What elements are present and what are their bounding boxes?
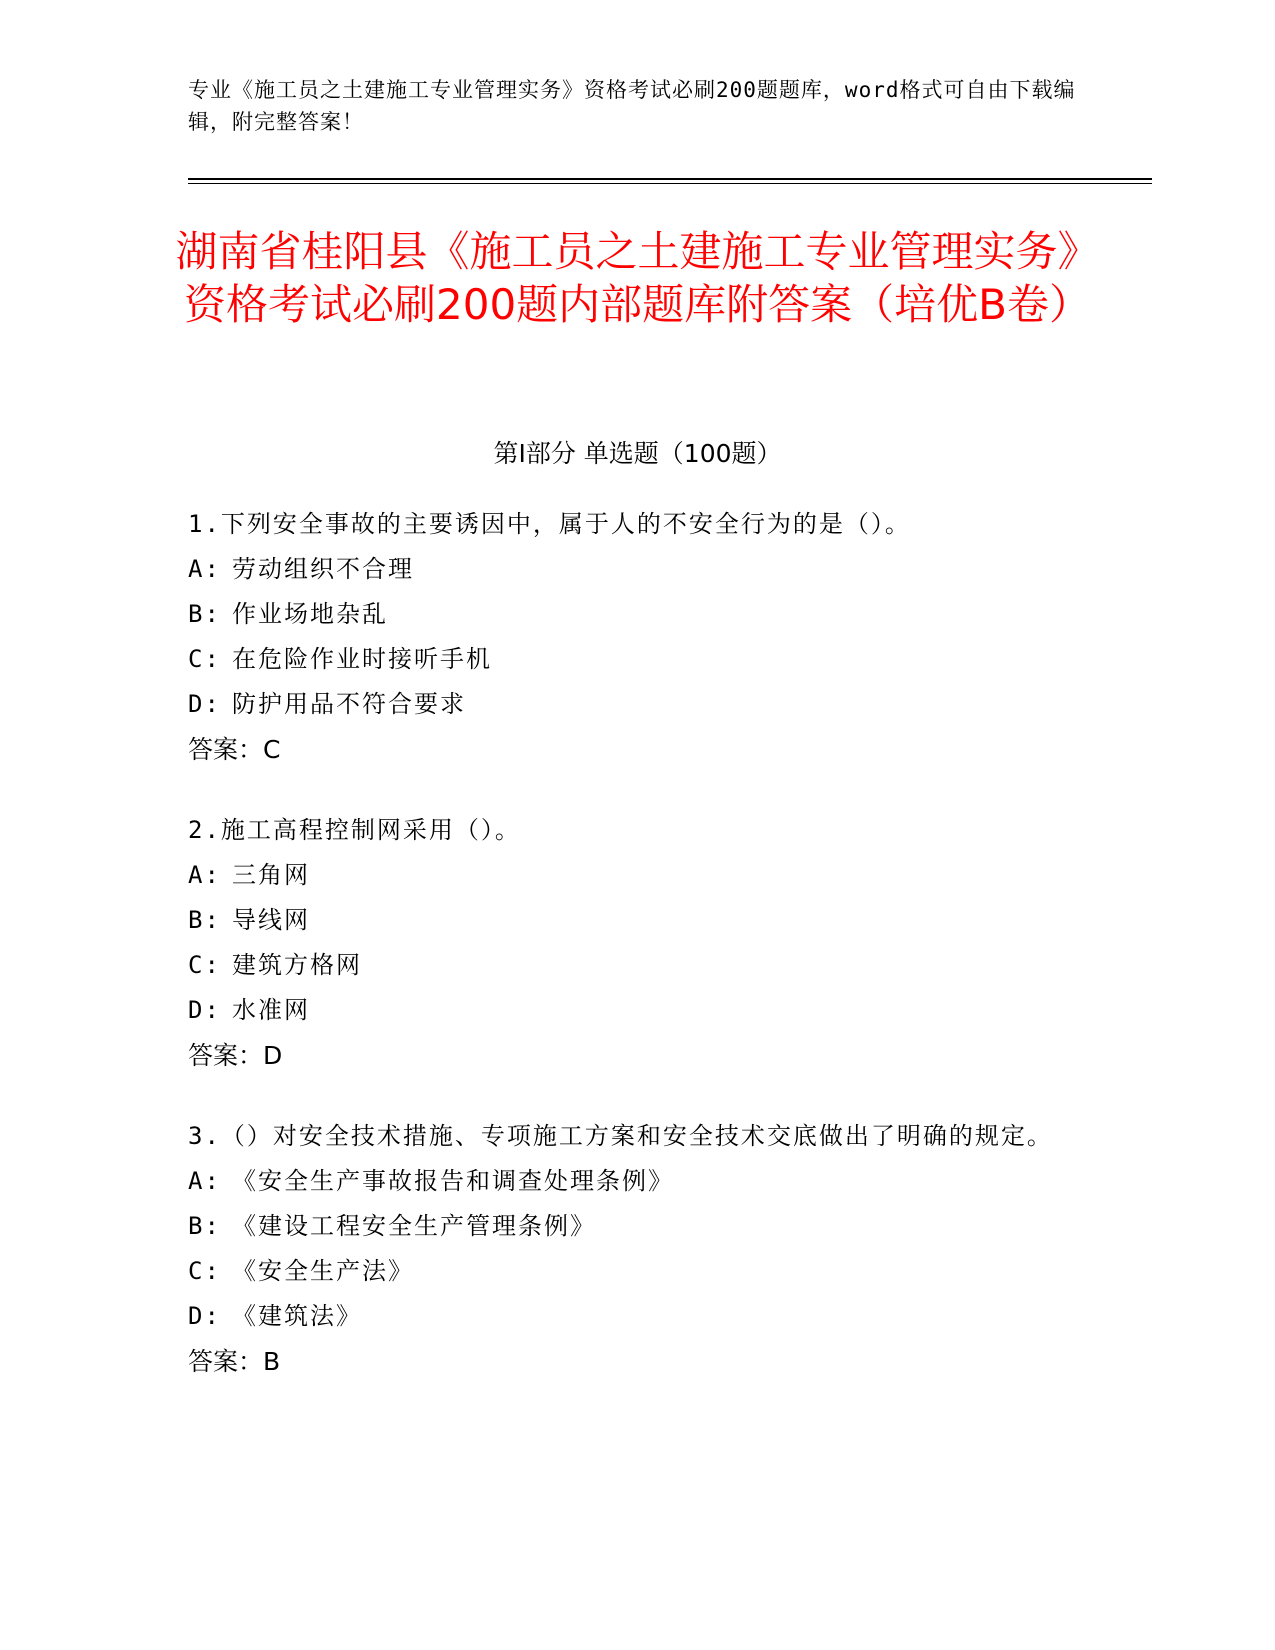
option-text: 建筑方格网 [232,951,362,979]
header-divider-thin [188,183,1152,184]
header-note: 专业《施工员之土建施工专业管理实务》资格考试必刷200题题库，word格式可自由下载编辑，附完整答案！ [188,78,1076,134]
option-text: 《安全生产法》 [232,1257,414,1285]
option-text: 作业场地杂乱 [232,600,388,628]
option-b [188,1204,1068,1249]
option-d [188,988,1068,1033]
section-title: 第Ⅰ部分 单选题（100题） [493,439,782,468]
option-text: 防护用品不符合要求 [232,690,466,718]
option-b [188,592,1068,637]
document-title: 湖南省桂阳县《施工员之土建施工专业管理实务》资格考试必刷200题内部题库附答案（培优B卷） [175,227,1100,329]
option-c [188,1249,1068,1294]
option-text: 导线网 [232,906,310,934]
option-d [188,1294,1068,1339]
option-letter: C: [188,1257,221,1285]
option-letter: D: [188,1302,221,1330]
option-text: 《建筑法》 [232,1302,362,1330]
answer: 答案：B [188,1347,281,1376]
option-letter: B: [188,600,221,628]
question-stem: 2.施工高程控制网采用（）。 [188,816,521,844]
option-text: 《安全生产事故报告和调查处理条例》 [232,1167,674,1195]
option-letter: C: [188,951,221,979]
option-letter: B: [188,1212,221,1240]
option-letter: A: [188,1167,221,1195]
option-letter: D: [188,690,221,718]
question-stem: 1.下列安全事故的主要诱因中，属于人的不安全行为的是（）。 [188,510,911,538]
option-letter: B: [188,906,221,934]
option-c [188,637,1068,682]
option-text: 《建设工程安全生产管理条例》 [232,1212,596,1240]
question-2 [188,808,1068,1078]
question-3 [188,1114,1068,1384]
header-divider-thick [188,178,1152,180]
option-letter: C: [188,645,221,673]
answer: 答案：C [188,735,281,764]
option-b [188,898,1068,943]
option-text: 三角网 [232,861,310,889]
option-text: 在危险作业时接听手机 [232,645,492,673]
option-letter: A: [188,555,221,583]
option-d [188,682,1068,727]
option-letter: D: [188,996,221,1024]
option-text: 劳动组织不合理 [232,555,414,583]
option-c [188,943,1068,988]
question-stem: 3.（）对安全技术措施、专项施工方案和安全技术交底做出了明确的规定。 [188,1122,1053,1150]
option-a [188,547,1068,592]
option-text: 水准网 [232,996,310,1024]
option-a [188,853,1068,898]
option-a [188,1159,1068,1204]
option-letter: A: [188,861,221,889]
answer: 答案：D [188,1041,283,1070]
question-1 [188,502,1068,772]
